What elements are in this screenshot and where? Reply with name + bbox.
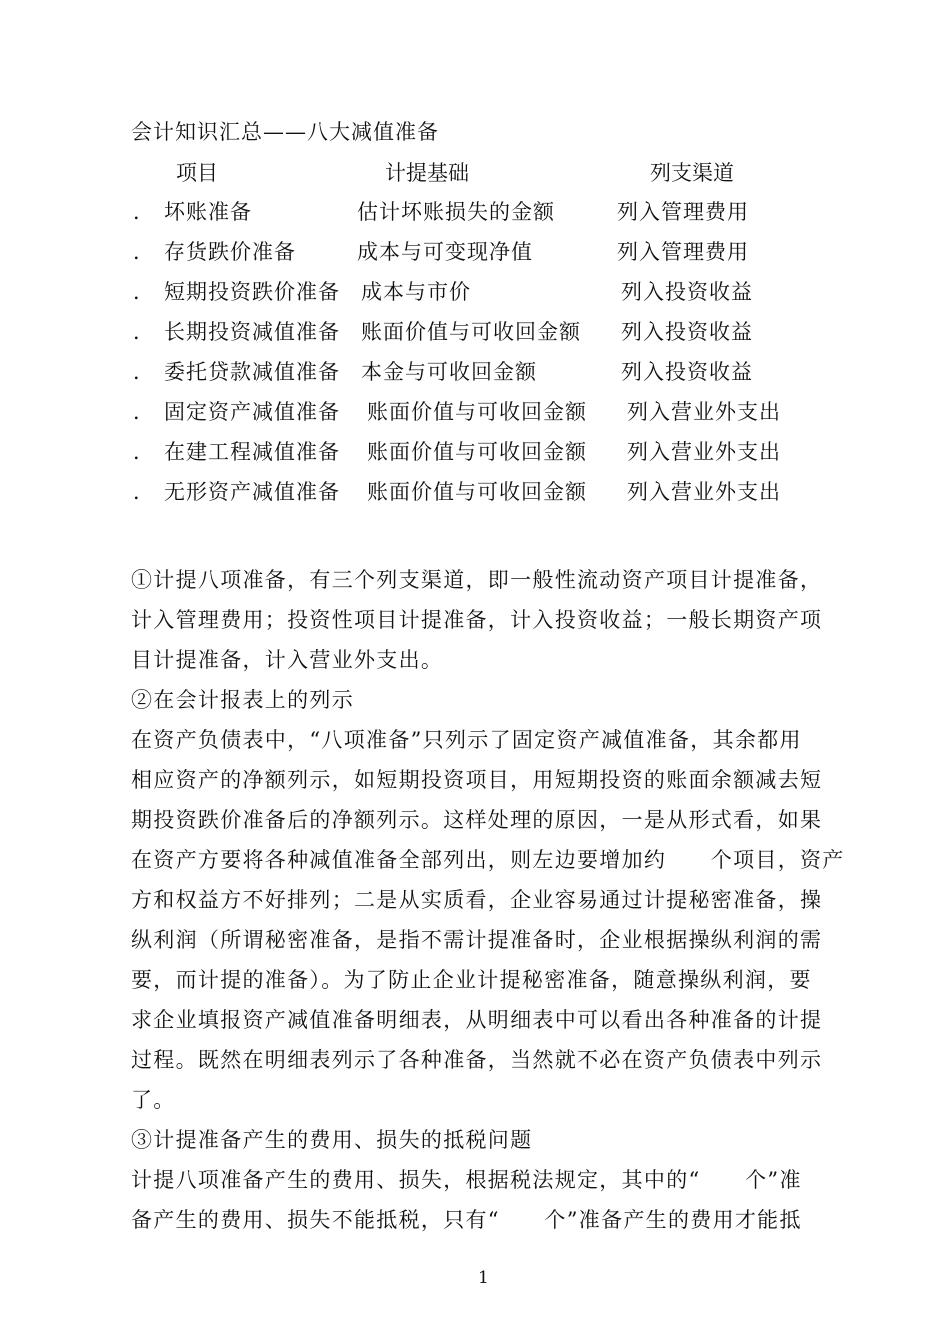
row-basis: 成本与市价: [361, 280, 471, 304]
row-basis: 估计坏账损失的金额: [357, 200, 555, 224]
page-number: 1: [478, 1268, 489, 1288]
table-row: [0, 236, 950, 276]
row-item: 在建工程减值准备: [164, 440, 340, 464]
body-line: 要，而计提的准备）。为了防止企业计提秘密准备，随意操纵利润，要: [131, 968, 812, 992]
row-bullet: ．: [133, 480, 154, 504]
row-bullet: ．: [133, 320, 154, 344]
row-item: 长期投资减值准备: [164, 320, 340, 344]
body-line: 目计提准备，计入营业外支出。: [131, 648, 444, 672]
row-channel: 列入投资收益: [621, 280, 753, 304]
row-item: 存货跌价准备: [164, 240, 296, 264]
section-heading: ②在会计报表上的列示: [131, 688, 354, 712]
body-line: 过程。既然在明细表列示了各种准备，当然就不必在资产负债表中列示: [131, 1048, 823, 1072]
section-heading: ③计提准备产生的费用、损失的抵税问题: [131, 1128, 533, 1152]
document-title: 会计知识汇总——八大减值准备: [131, 120, 439, 144]
row-channel: 列入营业外支出: [627, 400, 781, 424]
header-basis: 计提基础: [385, 161, 469, 185]
table-row: [0, 476, 950, 516]
row-bullet: ．: [133, 280, 154, 304]
row-bullet: ．: [133, 240, 154, 264]
body-line: 方和权益方不好排列；二是从实质看，企业容易通过计提秘密准备，操: [131, 888, 823, 912]
row-item: 短期投资跌价准备: [164, 280, 340, 304]
row-basis: 成本与可变现净值: [357, 240, 533, 264]
body-line: 求企业填报资产减值准备明细表，从明细表中可以看出各种准备的计提: [131, 1008, 823, 1032]
row-basis: 账面价值与可收回金额: [361, 320, 581, 344]
table-row: [0, 396, 950, 436]
table-row: [0, 276, 950, 316]
row-item: 无形资产减值准备: [164, 480, 340, 504]
row-channel: 列入管理费用: [617, 200, 749, 224]
row-bullet: ．: [133, 200, 154, 224]
body-line: 在资产方要将各种减值准备全部列出，则左边要增加约 个项目，资产: [131, 848, 845, 872]
row-item: 委托贷款减值准备: [164, 360, 340, 384]
body-line: 纵利润（所谓秘密准备，是指不需计提准备时，企业根据操纵利润的需: [131, 928, 823, 952]
table-row: [0, 436, 950, 476]
header-channel: 列支渠道: [650, 161, 734, 185]
row-channel: 列入管理费用: [617, 240, 749, 264]
row-channel: 列入营业外支出: [627, 480, 781, 504]
table-row: [0, 196, 950, 236]
row-channel: 列入投资收益: [621, 320, 753, 344]
header-item: 项目: [176, 161, 218, 185]
row-basis: 账面价值与可收回金额: [367, 440, 587, 464]
body-line: 计提八项准备产生的费用、损失，根据税法规定，其中的“ 个”准: [131, 1168, 802, 1192]
table-row: [0, 356, 950, 396]
body-line: 期投资跌价准备后的净额列示。这样处理的原因，一是从形式看，如果: [131, 808, 823, 832]
row-bullet: ．: [133, 440, 154, 464]
body-line: 相应资产的净额列示，如短期投资项目，用短期投资的账面余额减去短: [131, 768, 823, 792]
row-channel: 列入营业外支出: [627, 440, 781, 464]
row-bullet: ．: [133, 400, 154, 424]
row-basis: 本金与可收回金额: [361, 360, 537, 384]
body-line: 计入管理费用；投资性项目计提准备，计入投资收益；一般长期资产项: [131, 608, 823, 632]
row-channel: 列入投资收益: [621, 360, 753, 384]
body-text: [131, 560, 845, 1240]
body-line: ①计提八项准备，有三个列支渠道，即一般性流动资产项目计提准备，: [131, 568, 823, 592]
body-line: 在资产负债表中，“八项准备”只列示了固定资产减值准备，其余都用: [131, 728, 802, 752]
row-item: 固定资产减值准备: [164, 400, 340, 424]
table-row: [0, 316, 950, 356]
body-line: 备产生的费用、损失不能抵税，只有“ 个”准备产生的费用才能抵: [131, 1208, 802, 1232]
row-bullet: ．: [133, 360, 154, 384]
row-basis: 账面价值与可收回金额: [367, 480, 587, 504]
row-item: 坏账准备: [164, 200, 252, 224]
row-basis: 账面价值与可收回金额: [367, 400, 587, 424]
body-line: 了。: [131, 1088, 176, 1112]
